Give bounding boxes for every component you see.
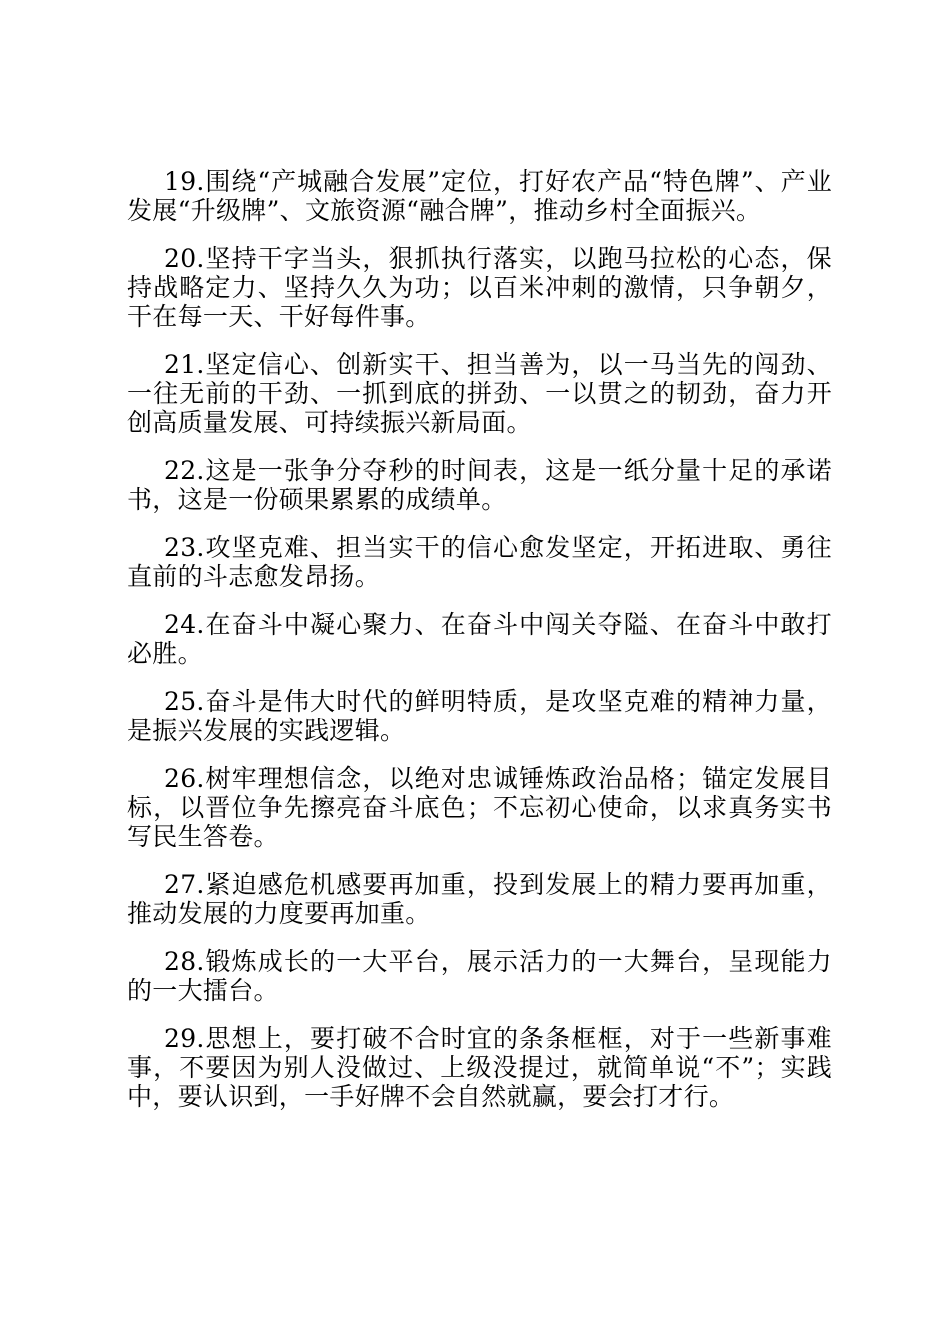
paragraph-29: 29.思想上，要打破不合时宜的条条框框，对于一些新事难事，不要因为别人没做过、上级没提过，就简单说“不”；实践中，要认识到，一手好牌不会自然就赢，要会打才行。	[127, 1024, 832, 1111]
paragraph-20: 20.坚持干字当头，狠抓执行落实，以跑马拉松的心态，保持战略定力、坚持久久为功；以百米冲刺的激情，只争朝夕，干在每一天、干好每件事。	[127, 244, 832, 331]
paragraph-21: 21.坚定信心、创新实干、担当善为，以一马当先的闯劲、一往无前的干劲、一抓到底的拼劲、一以贯之的韧劲，奋力开创高质量发展、可持续振兴新局面。	[127, 350, 832, 437]
paragraph-26: 26.树牢理想信念，以绝对忠诚锤炼政治品格；锚定发展目标，以晋位争先擦亮奋斗底色；不忘初心使命，以求真务实书写民生答卷。	[127, 764, 832, 851]
paragraph-25: 25.奋斗是伟大时代的鲜明特质，是攻坚克难的精神力量，是振兴发展的实践逻辑。	[127, 687, 832, 745]
paragraph-24: 24.在奋斗中凝心聚力、在奋斗中闯关夺隘、在奋斗中敢打必胜。	[127, 610, 832, 668]
document-body	[127, 167, 832, 1130]
paragraph-23: 23.攻坚克难、担当实干的信心愈发坚定，开拓进取、勇往直前的斗志愈发昂扬。	[127, 533, 832, 591]
paragraph-27: 27.紧迫感危机感要再加重，投到发展上的精力要再加重，推动发展的力度要再加重。	[127, 870, 832, 928]
paragraph-22: 22.这是一张争分夺秒的时间表，这是一纸分量十足的承诺书，这是一份硕果累累的成绩单。	[127, 456, 832, 514]
paragraph-28: 28.锻炼成长的一大平台，展示活力的一大舞台，呈现能力的一大擂台。	[127, 947, 832, 1005]
paragraph-19: 19.围绕“产城融合发展”定位，打好农产品“特色牌”、产业发展“升级牌”、文旅资源“融合牌”，推动乡村全面振兴。	[127, 167, 832, 225]
